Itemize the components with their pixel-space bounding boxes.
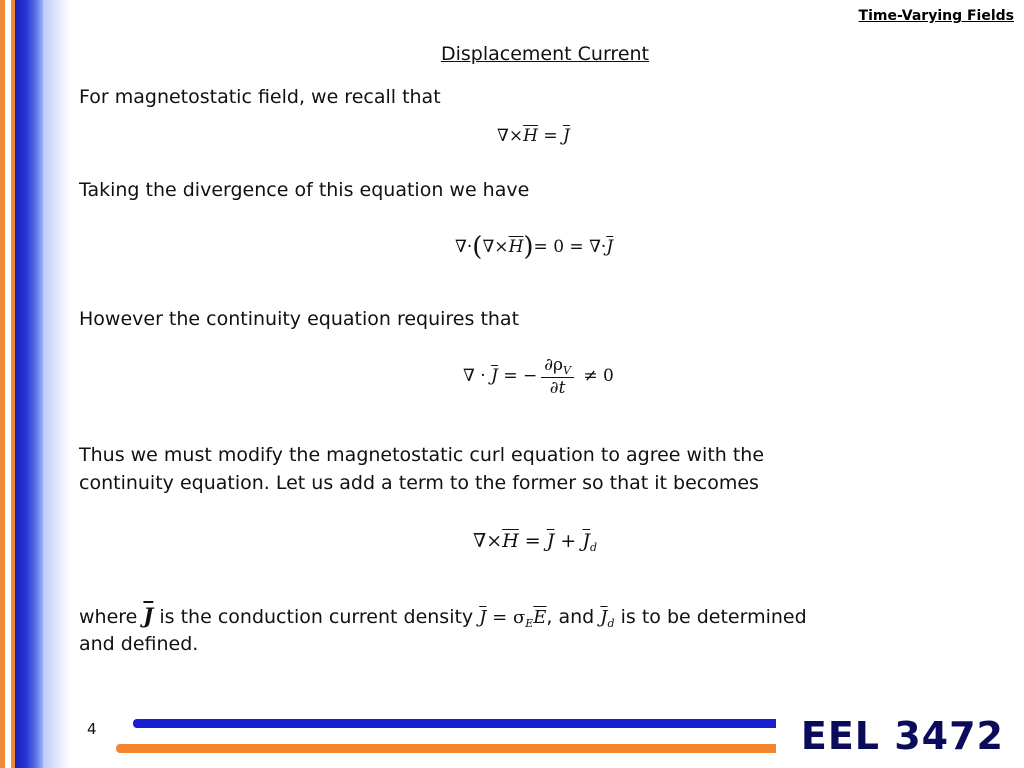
footer-blue-line: [133, 719, 776, 728]
paragraph-modify-line2: continuity equation. Let us add a term to the former so that it becomes: [79, 472, 759, 494]
paragraph-modify-line1: Thus we must modify the magnetostatic curl equation to agree with the: [79, 444, 765, 466]
paragraph-continuity: However the continuity equation requires that: [79, 308, 520, 330]
symbol-jd: $\overline{J}_d$: [600, 607, 615, 630]
equation-ohms-law: $\overline{J} = \sigma_E\overline{E}$: [479, 607, 547, 630]
equation-divergence: $\nabla\cdot(\nabla\times\overline{H})= 0 = \nabla\cdot\overline{J}$: [455, 232, 614, 262]
paragraph-divergence: Taking the divergence of this equation we have: [79, 179, 530, 201]
footer-orange-line: [116, 744, 776, 753]
where-label: where: [79, 606, 138, 628]
equation-curl-h: $\nabla\times\overline{H} = \overline{J}$: [497, 126, 570, 146]
equation-continuity: ∇ · $\overline{J}$ = − $\frac{\partial\rho_V}{\partial t}$ ≠ 0: [463, 355, 614, 398]
slide-title: Displacement Current: [440, 43, 650, 65]
paragraph-magnetostatic: For magnetostatic field, we recall that: [79, 86, 441, 108]
paragraph-where-line2: and defined.: [79, 633, 199, 655]
left-decorative-bar: [0, 0, 70, 768]
symbol-j: $\overline{J}$: [143, 603, 154, 628]
course-code: EEL 3472: [800, 714, 1004, 758]
where-and-text: , and: [546, 606, 595, 628]
equation-modified-curl: $\nabla\times\overline{H} = \overline{J} + \overline{J}_d$: [473, 530, 598, 554]
where-mid-text: is the conduction current density: [159, 606, 474, 628]
page-number: 4: [87, 720, 97, 738]
header-title: Time-Varying Fields: [858, 8, 1014, 24]
where-end-text: is to be determined: [620, 606, 807, 628]
